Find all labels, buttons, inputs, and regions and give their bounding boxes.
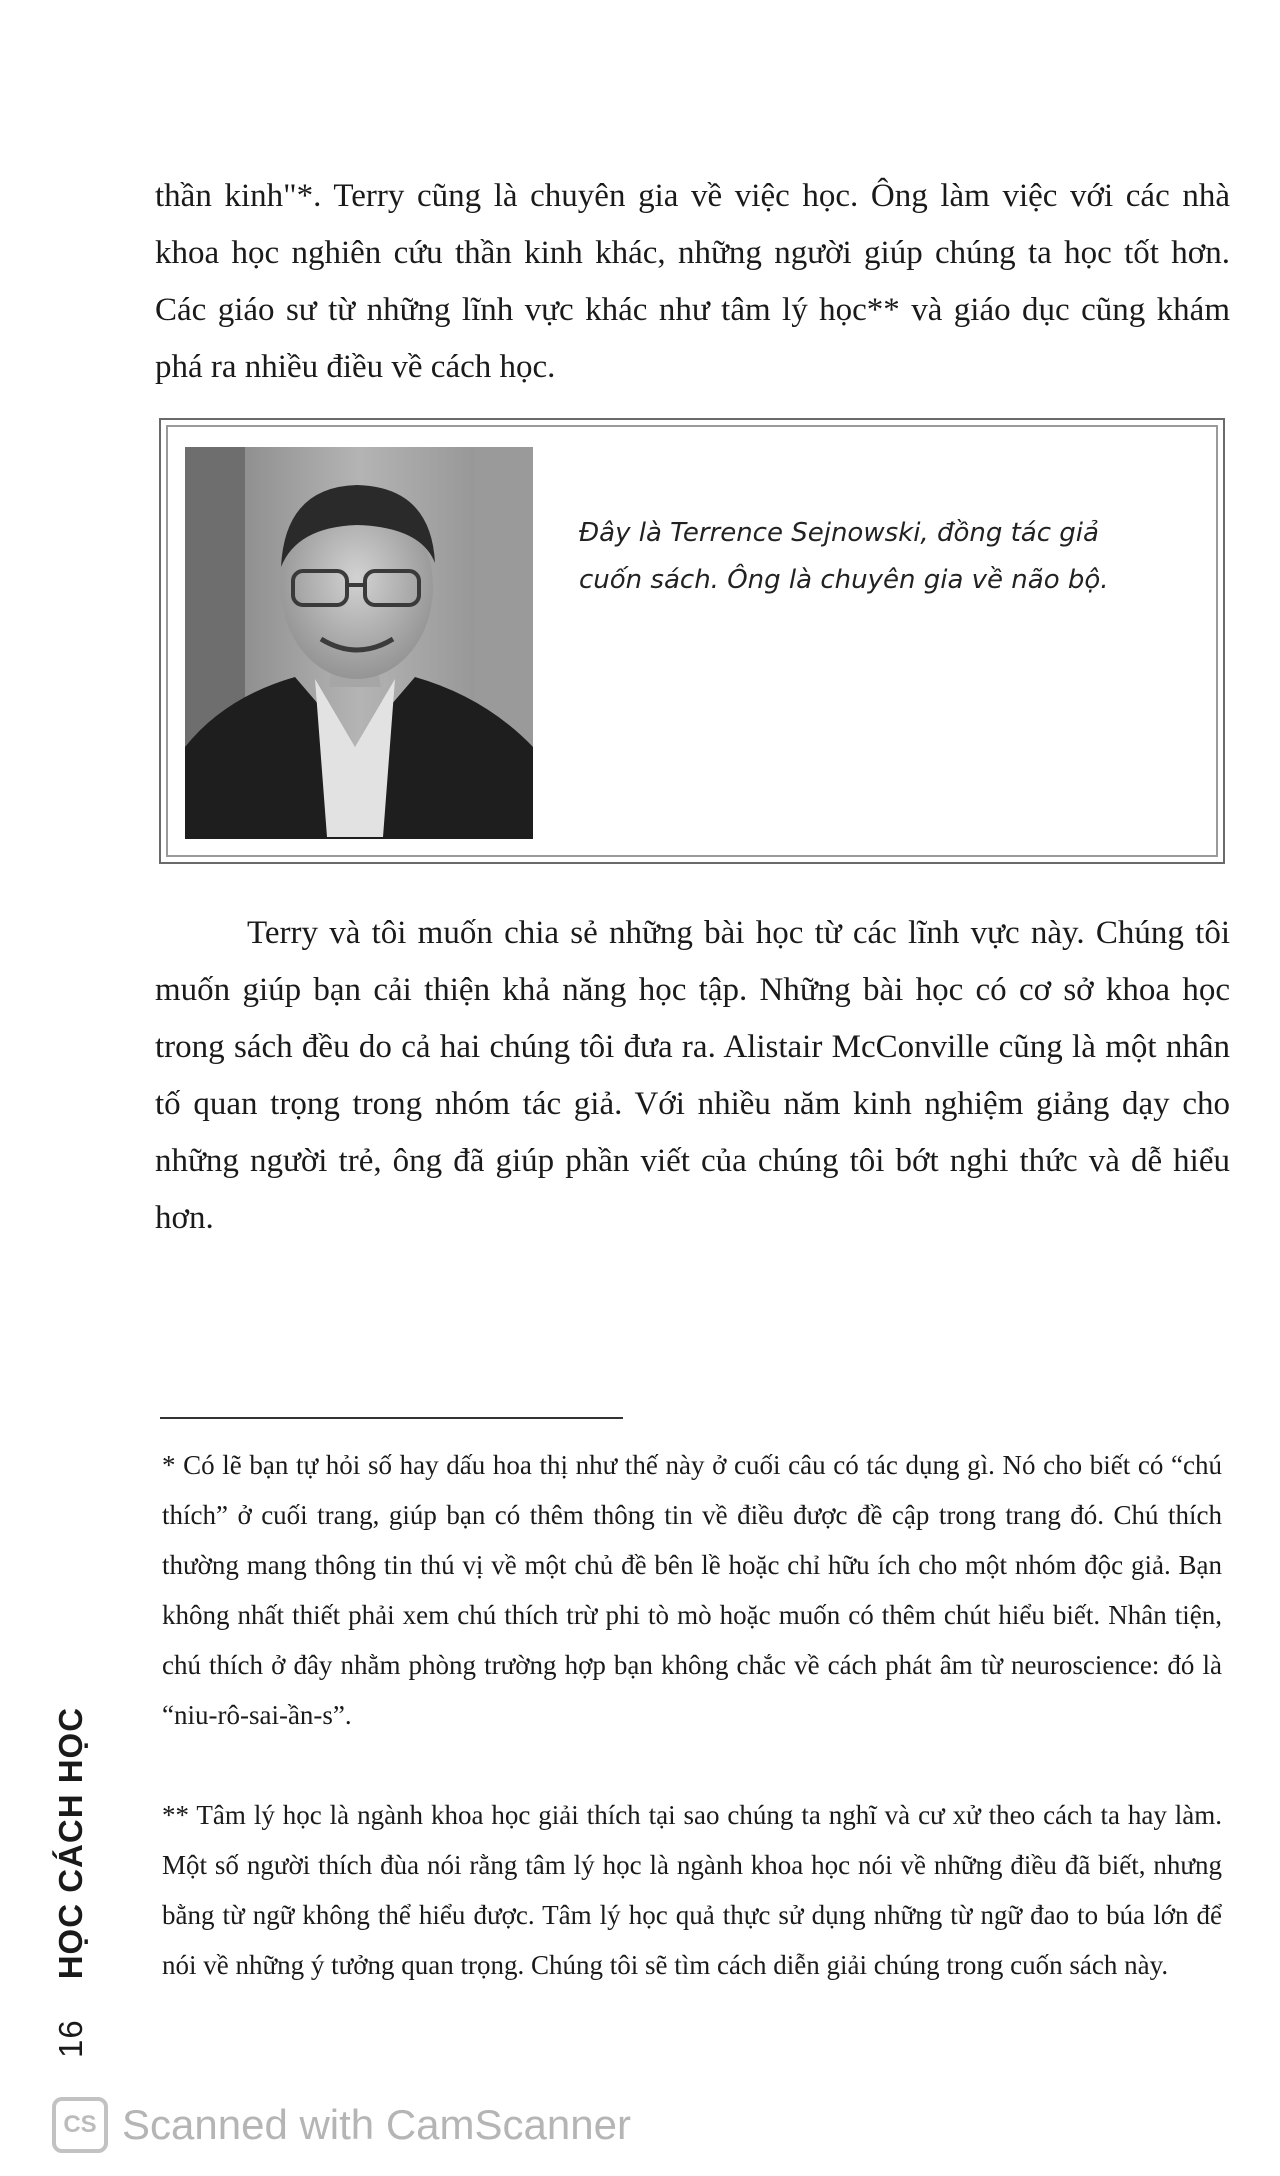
book-title: HỌC CÁCH HỌC: [52, 1706, 89, 1980]
portrait-illustration: [185, 447, 533, 839]
camscanner-watermark: [52, 2092, 631, 2158]
running-header: [38, 1668, 104, 2058]
photo-caption: Đây là Terrence Sejnowski, đồng tác giả cuốn sách. Ông là chuyên gia về não bộ.: [579, 518, 1109, 595]
page-number: 16: [52, 2019, 89, 2058]
body-paragraph-main-text: Terry và tôi muốn chia sẻ những bài học từ các lĩnh vực này. Chúng tôi muốn giúp bạn cải thiện khả năng học tập. Những bài học có cơ sở khoa học trong sách đều do cả hai chúng tôi đưa ra. Alistair McConville cũng là một nhân tố quan trọng trong nhóm tác giả. Với nhiều năm kinh nghiệm giảng dạy cho những người trẻ, ông đã giúp phần viết của chúng tôi bớt nghi thức và dễ hiểu hơn.: [155, 915, 1230, 1236]
footnote-1: * Có lẽ bạn tự hỏi số hay dấu hoa thị như thế này ở cuối câu có tác dụng gì. Nó cho biết có “chú thích” ở cuối trang, giúp bạn có thêm thông tin về điều được đề cập trong trang đó. Chú thích thường mang thông tin thú vị về một chủ đề bên lề hoặc chỉ hữu ích cho một nhóm độc giả. Bạn không nhất thiết phải xem chú thích trừ phi tò mò hoặc muốn có thêm chút hiểu biết. Nhân tiện, chú thích ở đây nhằm phòng trường hợp bạn không chắc về cách phát âm từ neuroscience: đó là “niu-rô-sai-ần-s”.: [162, 1450, 1222, 1730]
footnote-separator: [160, 1417, 623, 1419]
footnote-2: ** Tâm lý học là ngành khoa học giải thích tại sao chúng ta nghĩ và cư xử theo cách ta hay làm. Một số người thích đùa nói rằng tâm lý học là ngành khoa học nói về những điều đã biết, nhưng bằng từ ngữ không thể hiểu được. Tâm lý học quả thực sử dụng những từ ngữ đao to búa lớn để nói về những ý tưởng quan trọng. Chúng tôi sẽ tìm cách diễn giải chúng trong cuốn sách này.: [162, 1800, 1222, 1980]
body-paragraph-top: thần kinh"*. Terry cũng là chuyên gia về việc học. Ông làm việc với các nhà khoa học nghiên cứu thần kinh khác, những người giúp chúng ta học tốt hơn. Các giáo sư từ những lĩnh vực khác như tâm lý học** và giáo dục cũng khám phá ra nhiều điều về cách học.: [155, 178, 1230, 385]
author-portrait-photo: [185, 447, 533, 839]
author-photo-box: [159, 418, 1225, 864]
body-paragraph-main: [155, 905, 1230, 1247]
watermark-text: Scanned with CamScanner: [122, 2101, 631, 2148]
camscanner-logo-icon: CS: [52, 2097, 108, 2153]
